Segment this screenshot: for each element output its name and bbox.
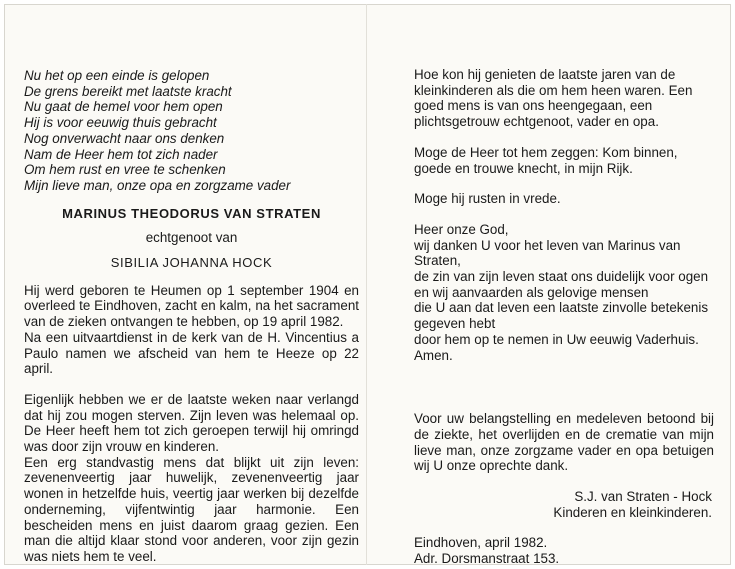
thanks-paragraph: Voor uw belangstelling en medeleven betoond bij de ziekte, het overlijden en de crematie van mijn lieve man, onze zorgzame vader en opa betuigen wij U onze oprechte dank. xyxy=(414,411,714,474)
poem-line: Nu gaat de hemel voor hem open xyxy=(24,99,223,115)
poem-line: Hij is voor eeuwig thuis gebracht xyxy=(24,115,217,131)
prayer-line: de zin van zijn leven staat ons duidelijk voor ogen xyxy=(414,269,709,285)
prayer xyxy=(414,222,714,363)
left-page xyxy=(24,68,359,565)
address: Adr. Dorsmanstraat 153. xyxy=(414,551,560,567)
bio-last-weeks: Eigenlijk hebben we er de laatste weken naar verlangd dat hij zou mogen sterven. Zijn leven was helemaal op. De Heer heeft hem tot zich geroepen terwijl hij omringd was door zijn vrouw en kinderen. xyxy=(24,391,359,455)
spouse-label: echtgenoot van xyxy=(145,230,238,246)
prayer-line: Heer onze God, xyxy=(414,221,509,237)
right-paragraph-rest: Moge hij rusten in vrede. xyxy=(414,191,561,207)
poem-line: Mijn lieve man, onze opa en zorgzame vader xyxy=(24,177,291,193)
spouse-name: SIBILIA JOHANNA HOCK xyxy=(110,255,273,271)
bio-character: Een erg standvastig mens dat blijkt uit zijn leven: zevenenveertig jaar huwelijk, zevenenveertig jaar wonen in hetzelfde huis, veertig jaar werken bij dezelfde onderneming, vijfentwintig jaar harmonie. Een bescheiden mens en juist daarom graag gezien. Een man die altijd klaar stond voor anderen, voor zijn gezin was niets hem te veel. xyxy=(24,454,359,564)
card-fold-line xyxy=(366,4,367,565)
right-page xyxy=(414,67,714,567)
right-paragraph-grandchildren: Hoe kon hij genieten de laatste jaren van de kleinkinderen als die om hem heen waren. Een goed mens is van ons heengegaan, een plichtsgetrouw echtgenoot, vader en opa. xyxy=(414,67,693,130)
poem-line: Om hem rust en vree te schenken xyxy=(24,162,226,178)
prayer-line: die U aan dat leven een laatste zinvolle betekenis gegeven hebt xyxy=(414,300,709,332)
poem-line: De grens bereikt met laatste kracht xyxy=(24,83,232,99)
signature-family: Kinderen en kleinkinderen. xyxy=(553,504,712,520)
deceased-name: MARINUS THEODORUS VAN STRATEN xyxy=(62,205,321,221)
right-paragraph-blessing: Moge de Heer tot hem zeggen: Kom binnen, goede en trouwe knecht, in mijn Rijk. xyxy=(414,144,678,176)
poem-line: Nog onverwacht naar ons denken xyxy=(24,130,225,146)
poem-line: Nu het op een einde is gelopen xyxy=(24,68,210,83)
poem-line: Nam de Heer hem tot zich nader xyxy=(24,146,218,162)
prayer-line: door hem op te nemen in Uw eeuwig Vaderhuis. Amen. xyxy=(414,331,699,363)
place-date: Eindhoven, april 1982. xyxy=(414,535,548,551)
signature-names: S.J. van Straten - Hock xyxy=(574,489,712,505)
bio-birth-death: Hij werd geboren te Heumen op 1 september 1904 en overleed te Eindhoven, zacht en kalm, na het sacrament van de zieken ontvangen te hebben, op 19 april 1982. xyxy=(24,282,359,330)
prayer-line: wij danken U voor het leven van Marinus van Straten, xyxy=(414,237,681,269)
bio-funeral: Na een uitvaartdienst in de kerk van de H. Vincentius a Paulo namen we afscheid van hem te Heeze op 22 april. xyxy=(24,329,359,377)
poem xyxy=(24,68,359,194)
prayer-line: en wij aanvaarden als gelovige mensen xyxy=(414,284,649,300)
